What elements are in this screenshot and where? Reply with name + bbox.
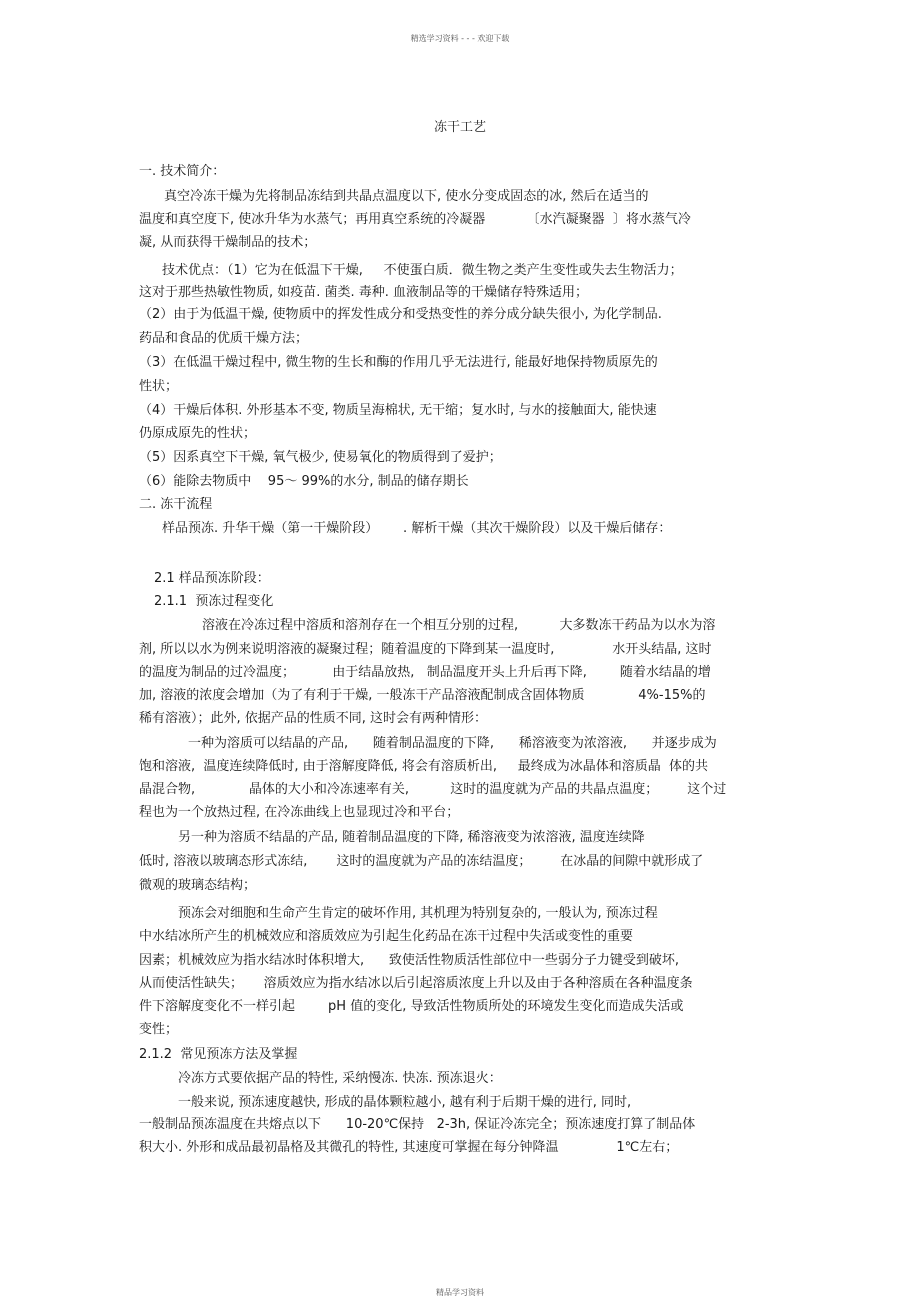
page-header: 精选学习资料 - - - 欢迎下载	[410, 34, 510, 43]
paragraph-line: 仍原成原先的性状；	[139, 426, 257, 441]
paragraph-line: 预冻会对细胞和生命产生肯定的破坏作用, 其机理为特别复杂的, 一般认为, 预冻过程	[178, 906, 658, 921]
paragraph-line: 件下溶解度变化不一样引起 pH 值的变化, 导致活性物质所处的环境发生变化而造成失活或	[139, 999, 684, 1014]
paragraph-line: （6）能除去物质中 95～ 99%的水分, 制品的储存期长	[139, 474, 469, 489]
paragraph-line: 中水结冰所产生的机械效应和溶质效应为引起生化药品在冻干过程中失活或变性的重要	[139, 929, 634, 944]
paragraph-line: 加, 溶液的浓度会增加（为了有利于干燥, 一般冻干产品溶液配制成含固体物质 4%-15%的	[139, 688, 706, 703]
paragraph-line: （3）在低温干燥过程中, 微生物的生长和酶的作用几乎无法进行, 能最好地保持物质原先的	[139, 355, 658, 370]
paragraph-line: 技术优点：（1）它为在低温下干燥, 不使蛋白质．微生物之类产生变性或失去生物活力；	[162, 263, 683, 278]
paragraph-line: 一般制品预冻温度在共熔点以下 10-20℃保持 2-3h, 保证冷冻完全；预冻速度打算了制品体	[139, 1117, 696, 1132]
paragraph-line: 程也为一个放热过程, 在冷冻曲线上也显现过冷和平台；	[139, 805, 460, 820]
paragraph-line: 从而使活性缺失； 溶质效应为指水结冰以后引起溶质浓度上升以及由于各种溶质在各种温度条	[139, 976, 693, 991]
paragraph-line: 另一种为溶质不结晶的产品, 随着制品温度的下降, 稀溶液变为浓溶液, 温度连续降	[178, 830, 645, 845]
paragraph-line: 溶液在冷冻过程中溶质和溶剂存在一个相互分别的过程, 大多数冻干药品为以水为溶	[202, 618, 716, 633]
paragraph-line: （5）因系真空下干燥, 氧气极少, 使易氧化的物质得到了爱护；	[139, 450, 502, 465]
paragraph-line: 积大小. 外形和成品最初晶格及其微孔的特性, 其速度可掌握在每分钟降温 1℃左右；	[139, 1140, 679, 1155]
paragraph-line: 温度和真空度下, 使冰升华为水蒸气；再用真空系统的冷凝器 〔水汽凝聚器 〕将水蒸气冷	[139, 212, 691, 227]
paragraph-line: 凝, 从而获得干燥制品的技术；	[139, 235, 317, 250]
paragraph-line: 饱和溶液, 温度连续降低时, 由于溶解度降低, 将会有溶质析出, 最终成为冰晶体和溶质晶 体的共	[139, 759, 708, 774]
subsection-heading: 2.1 样品预冻阶段：	[154, 571, 270, 586]
paragraph-line: 低时, 溶液以玻璃态形式冻结, 这时的温度就为产品的冻结温度； 在冰晶的间隙中就形成了	[139, 854, 704, 869]
paragraph-line: 药品和食品的优质干燥方法；	[139, 331, 309, 346]
paragraph-line: 微观的玻璃态结构；	[139, 878, 257, 893]
subsection-heading: 2.1.1 预冻过程变化	[154, 594, 274, 609]
paragraph-line: 因素；机械效应为指水结冰时体积增大, 致使活性物质活性部位中一些弱分子力键受到破坏,	[139, 953, 680, 968]
page-footer: 精品学习资料	[436, 1288, 484, 1297]
paragraph-line: 真空冷冻干燥为先将制品冻结到共晶点温度以下, 使水分变成固态的冰, 然后在适当的	[164, 189, 649, 204]
document-title: 冻干工艺	[433, 120, 486, 135]
paragraph-line: 的温度为制品的过冷温度； 由于结晶放热, 制品温度开头上升后再下降, 随着水结晶的增	[139, 665, 711, 680]
paragraph-line: （4）干燥后体积. 外形基本不变, 物质呈海棉状, 无干缩；复水时, 与水的接触面大, 能快速	[139, 403, 657, 418]
paragraph-line: 稀有溶液）；此外, 依据产品的性质不同, 这时会有两种情形：	[139, 711, 488, 726]
paragraph-line: （2）由于为低温干燥, 使物质中的挥发性成分和受热变性的养分成分缺失很小, 为化学制品.	[139, 307, 662, 322]
subsection-heading: 2.1.2 常见预冻方法及掌握	[139, 1047, 298, 1062]
paragraph-line: 样品预冻. 升华干燥（第一干燥阶段） . 解析干燥（其次干燥阶段）以及干燥后储存：	[162, 521, 672, 536]
paragraph-line: 一般来说, 预冻速度越快, 形成的晶体颗粒越小, 越有利于后期干燥的进行, 同时,	[178, 1095, 632, 1110]
paragraph-line: 一种为溶质可以结晶的产品, 随着制品温度的下降, 稀溶液变为浓溶液, 并逐步成为	[188, 736, 717, 751]
paragraph-line: 变性；	[139, 1022, 179, 1037]
section-heading: 二. 冻干流程	[139, 497, 213, 512]
paragraph-line: 性状；	[139, 379, 179, 394]
paragraph-line: 晶混合物, 晶体的大小和冷冻速率有关, 这时的温度就为产品的共晶点温度； 这个过	[139, 782, 727, 797]
paragraph-line: 这对于那些热敏性物质, 如疫苗. 菌类. 毒种. 血液制品等的干燥储存特殊适用；	[139, 285, 589, 300]
paragraph-line: 剂, 所以以水为例来说明溶液的凝聚过程；随着温度的下降到某一温度时, 水开头结晶, 这时	[139, 642, 712, 657]
section-heading: 一. 技术简介：	[139, 164, 226, 179]
paragraph-line: 冷冻方式要依据产品的特性, 采纳慢冻. 快冻. 预冻退火：	[178, 1071, 502, 1086]
